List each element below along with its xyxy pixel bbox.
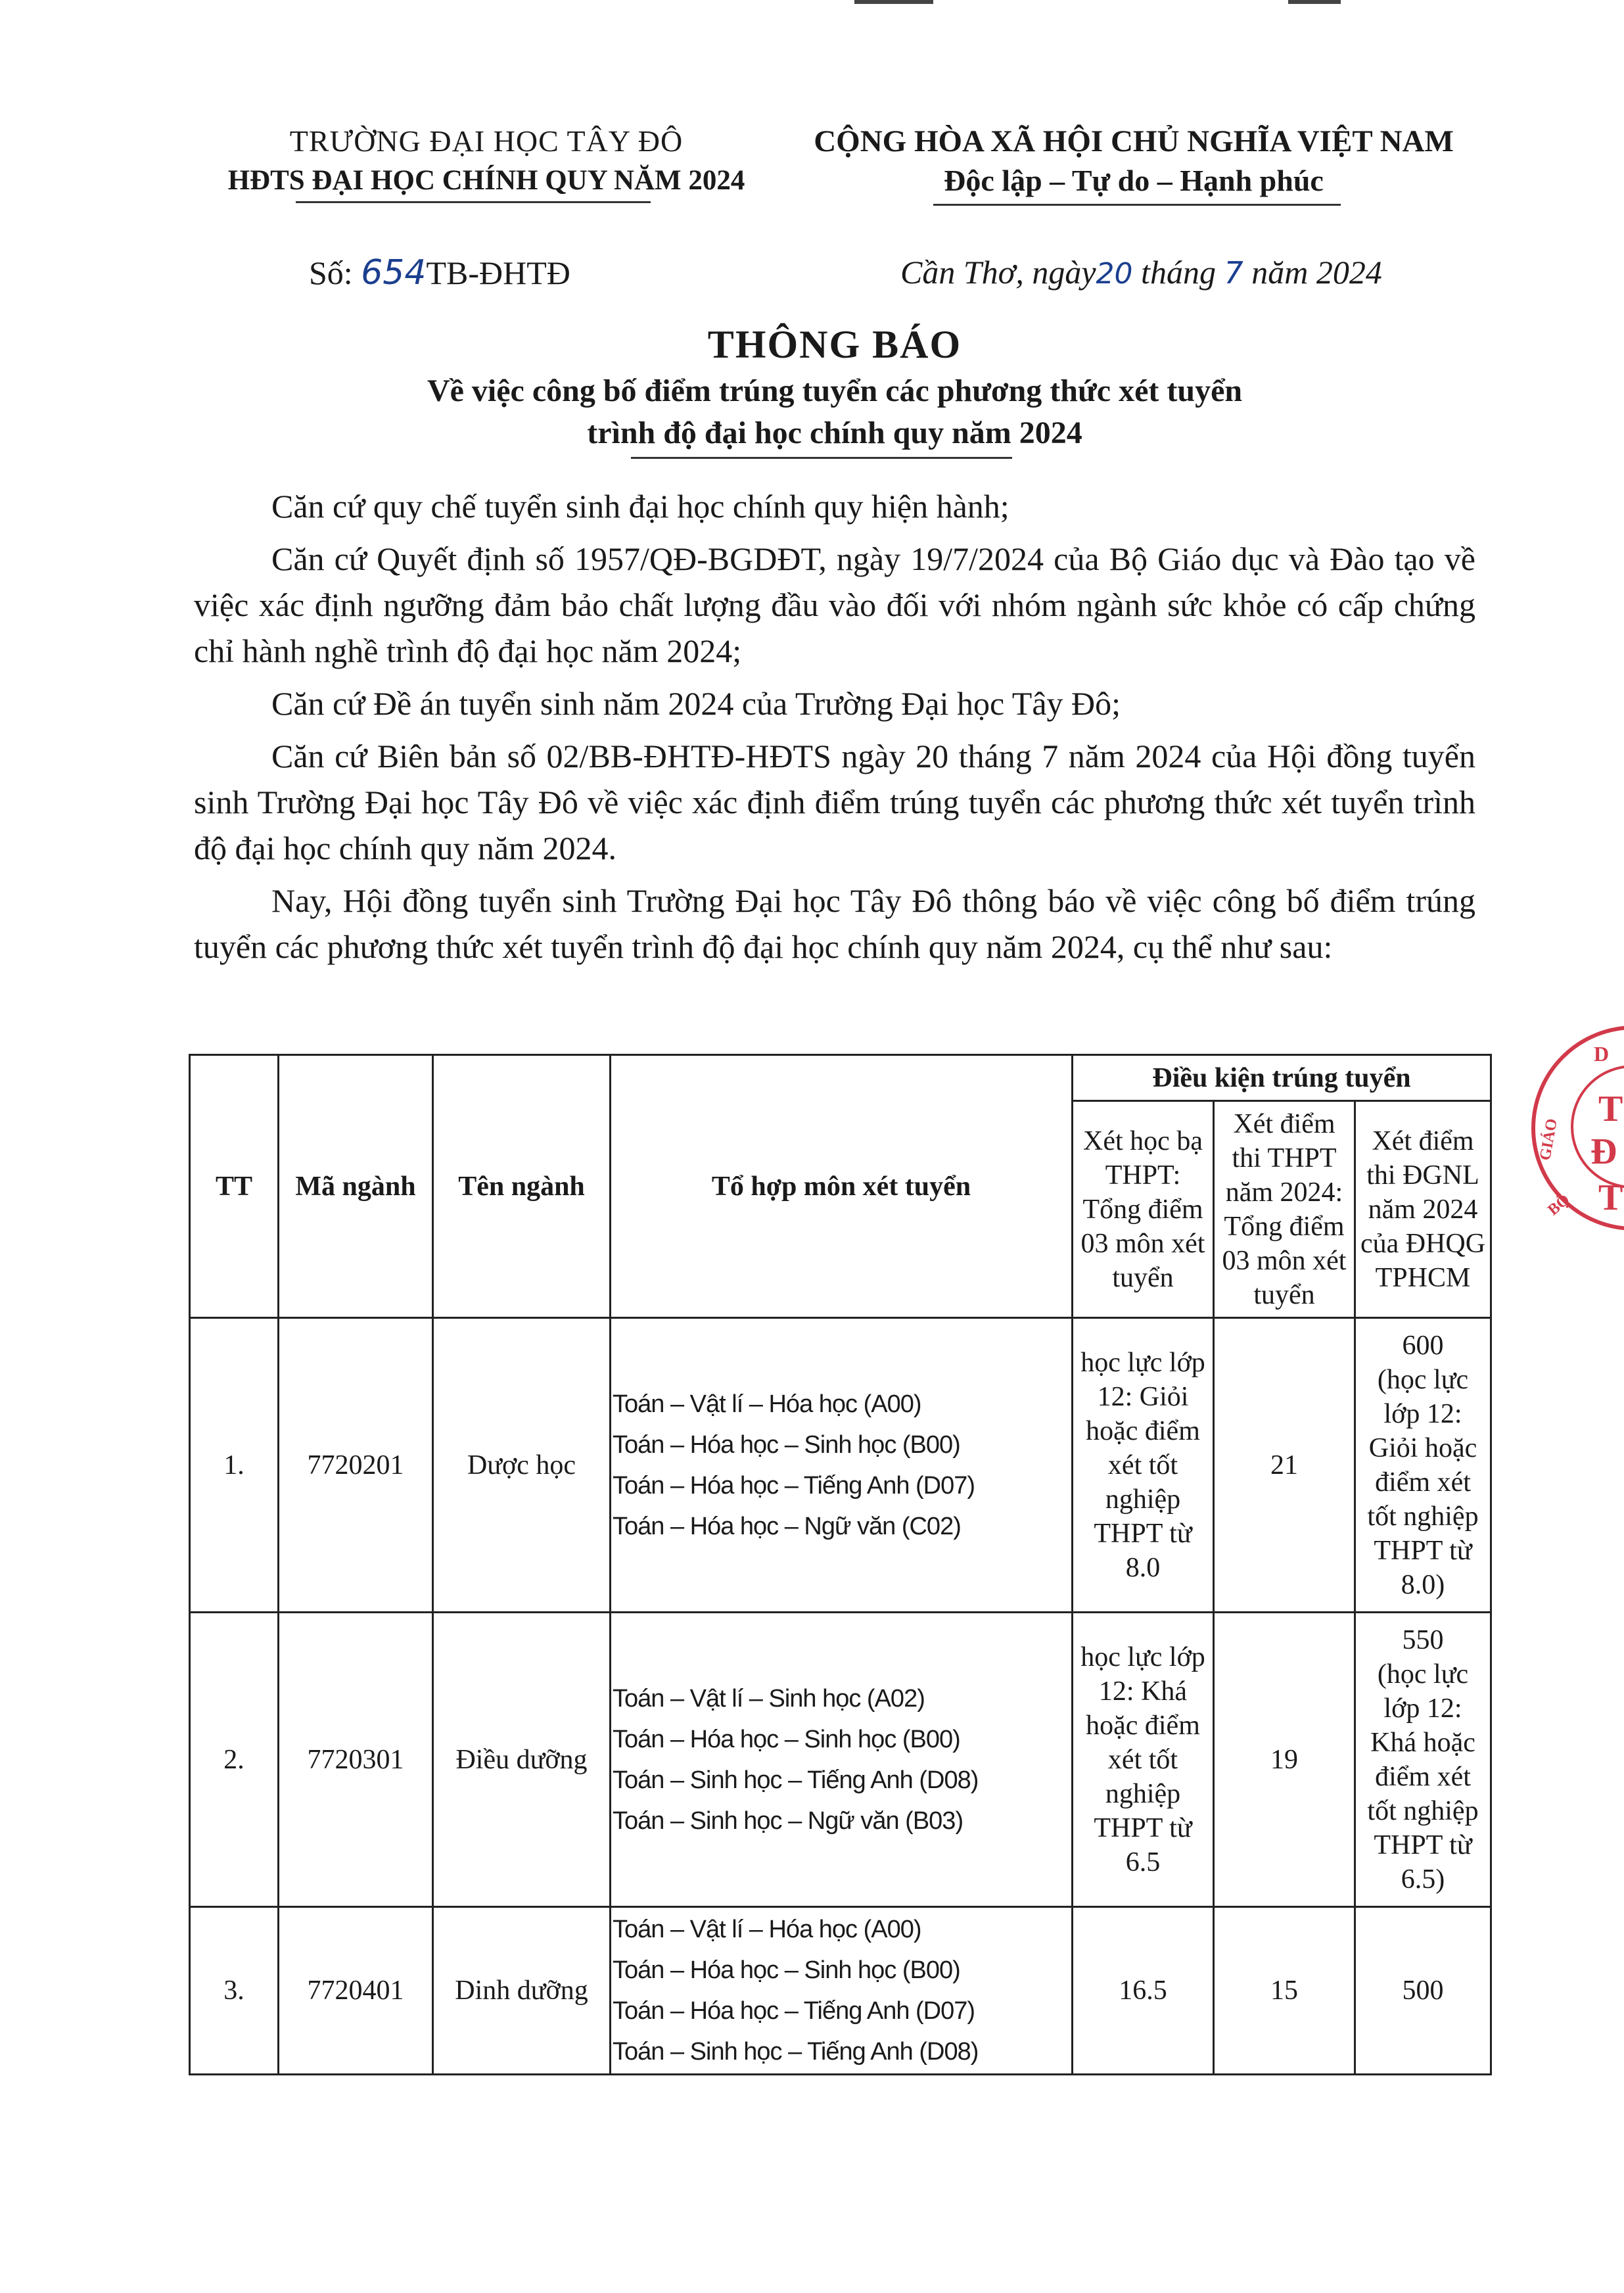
dgnl-score: 600 xyxy=(1402,1330,1444,1361)
combo-item: Toán – Sinh học – Ngữ văn (B03) xyxy=(613,1807,963,1835)
header-tt: TT xyxy=(190,1055,279,1318)
table-row xyxy=(190,1613,1491,1907)
notice-subtitle-line1: Về việc công bố điểm trúng tuyển các phương thức xét tuyển xyxy=(427,373,1243,408)
combo-item: Toán – Sinh học – Tiếng Anh (D08) xyxy=(613,1766,979,1794)
number-suffix: TB-ĐHTĐ xyxy=(426,254,570,291)
row-ten-nganh: Dinh dưỡng xyxy=(433,1907,611,2075)
handwritten-number: 654 xyxy=(361,253,427,293)
seal-letter: T xyxy=(1598,1089,1623,1129)
header-to-hop: Tổ hợp môn xét tuyển xyxy=(611,1055,1073,1318)
table-row xyxy=(190,1318,1491,1613)
row-dgnl xyxy=(1355,1907,1491,2075)
year-text: năm 2024 xyxy=(1251,254,1382,291)
row-ten-nganh: Dược học xyxy=(433,1318,611,1613)
row-tt: 3. xyxy=(190,1907,279,2075)
row-ma-nganh: 7720201 xyxy=(279,1318,433,1613)
combo-item: Toán – Vật lí – Hóa học (A00) xyxy=(613,1916,921,1943)
dgnl-note: (học lực lớp 12: Giỏi hoặc điểm xét tốt nghiệp THPT từ 8.0) xyxy=(1367,1364,1479,1600)
admission-table xyxy=(189,1054,1492,2075)
notice-body xyxy=(194,483,1475,970)
title-underline xyxy=(631,457,1012,459)
row-thi-thpt: 19 xyxy=(1214,1613,1355,1907)
combo-item: Toán – Vật lí – Hóa học (A00) xyxy=(613,1390,921,1418)
seal-letter: GIÁO xyxy=(1537,1117,1561,1162)
basis-paragraph-2: Căn cứ Quyết định số 1957/QĐ-BGDĐT, ngày 19/7/2024 của Bộ Giáo dục và Đào tạo về việc xác định ngưỡng đảm bảo chất lượng đầu vào đối với nhóm ngành sức khỏe có cấp chứng chỉ hành nghề trình độ đại học năm 2024; xyxy=(194,540,1475,669)
row-thi-thpt: 21 xyxy=(1214,1318,1355,1613)
seal-letter: D xyxy=(1594,1042,1610,1066)
row-ma-nganh: 7720401 xyxy=(279,1907,433,2075)
row-hoc-ba: học lực lớp 12: Giỏi hoặc điểm xét tốt nghiệp THPT từ 8.0 xyxy=(1073,1318,1214,1613)
header-dieu-kien: Điều kiện trúng tuyển xyxy=(1073,1055,1491,1101)
row-dgnl xyxy=(1355,1613,1491,1907)
basis-paragraph-4: Căn cứ Biên bản số 02/BB-ĐHTĐ-HĐTS ngày 20 tháng 7 năm 2024 của Hội đồng tuyển sinh Trường Đại học Tây Đô về việc xác định điểm trúng tuyển các phương thức xét tuyển trình độ đại học chính quy năm 2024. xyxy=(194,738,1475,866)
table-row xyxy=(190,1907,1491,2075)
header-hoc-ba: Xét học bạ THPT: Tổng điểm 03 môn xét tuyển xyxy=(1073,1101,1214,1318)
basis-paragraph-1: Căn cứ quy chế tuyển sinh đại học chính quy hiện hành; xyxy=(271,488,1009,525)
combo-item: Toán – Hóa học – Tiếng Anh (D07) xyxy=(613,1997,975,2025)
handwritten-day: 20 xyxy=(1096,257,1133,291)
national-name: CỘNG HÒA XÃ HỘI CHỦ NGHĨA VIỆT NAM xyxy=(814,124,1454,158)
seal-letter: BỘ xyxy=(1544,1191,1573,1219)
row-thi-thpt: 15 xyxy=(1214,1907,1355,2075)
scan-mark xyxy=(854,0,933,4)
row-tt: 1. xyxy=(190,1318,279,1613)
basis-paragraph-3: Căn cứ Đề án tuyển sinh năm 2024 của Trường Đại học Tây Đô; xyxy=(271,685,1121,722)
row-combinations xyxy=(611,1318,1073,1613)
table-header-row xyxy=(190,1055,1491,1101)
left-header-underline xyxy=(296,201,651,203)
date-prefix: Cần Thơ, ngày xyxy=(900,254,1096,291)
header-dgnl: Xét điểm thi ĐGNL năm 2024 của ĐHQG TPHCM xyxy=(1355,1101,1491,1318)
row-dgnl xyxy=(1355,1318,1491,1613)
header-ma-nganh: Mã ngành xyxy=(279,1055,433,1318)
announcement-paragraph: Nay, Hội đồng tuyển sinh Trường Đại học Tây Đô thông báo về việc công bố điểm trúng tuyển các phương thức xét tuyển trình độ đại học chính quy năm 2024, cụ thể như sau: xyxy=(194,882,1475,965)
combo-item: Toán – Hóa học – Sinh học (B00) xyxy=(613,1725,960,1753)
school-name: TRƯỜNG ĐẠI HỌC TÂY ĐÔ xyxy=(289,124,684,158)
header-ten-nganh: Tên ngành xyxy=(433,1055,611,1318)
seal-letter: Đ xyxy=(1590,1131,1617,1172)
notice-subtitle-line2: trình độ đại học chính quy năm 2024 xyxy=(587,415,1082,450)
row-tt: 2. xyxy=(190,1613,279,1907)
national-motto: Độc lập – Tự do – Hạnh phúc xyxy=(944,164,1324,197)
combo-item: Toán – Hóa học – Sinh học (B00) xyxy=(613,1430,960,1459)
document-number xyxy=(309,253,570,293)
combo-item: Toán – Sinh học – Tiếng Anh (D08) xyxy=(613,2038,979,2066)
combo-item: Toán – Hóa học – Tiếng Anh (D07) xyxy=(613,1471,975,1500)
handwritten-month: 7 xyxy=(1224,255,1243,291)
row-hoc-ba: 16.5 xyxy=(1073,1907,1214,2075)
row-combinations xyxy=(611,1907,1073,2075)
row-ma-nganh: 7720301 xyxy=(279,1613,433,1907)
row-hoc-ba: học lực lớp 12: Khá hoặc điểm xét tốt nghiệp THPT từ 6.5 xyxy=(1073,1613,1214,1907)
month-label: tháng xyxy=(1141,254,1216,291)
combo-item: Toán – Vật lí – Sinh học (A02) xyxy=(613,1684,925,1713)
number-prefix: Số: xyxy=(309,254,353,291)
dgnl-score: 550 xyxy=(1402,1624,1444,1655)
right-header-underline xyxy=(933,204,1341,206)
header-thi-thpt: Xét điểm thi THPT năm 2024: Tổng điểm 03 môn xét tuyển xyxy=(1214,1101,1355,1318)
document-date xyxy=(900,253,1382,291)
row-ten-nganh: Điều dưỡng xyxy=(433,1613,611,1907)
notice-title: THÔNG BÁO xyxy=(707,323,962,366)
combo-item: Toán – Hóa học – Ngữ văn (C02) xyxy=(613,1512,961,1540)
seal-letter: T xyxy=(1598,1177,1623,1218)
dgnl-score: 500 xyxy=(1402,1975,1444,2006)
dgnl-note: (học lực lớp 12: Khá hoặc điểm xét tốt nghiệp THPT từ 6.5) xyxy=(1367,1659,1479,1895)
scan-mark xyxy=(1288,0,1341,4)
council-name: HĐTS ĐẠI HỌC CHÍNH QUY NĂM 2024 xyxy=(227,165,745,196)
combo-item: Toán – Hóa học – Sinh học (B00) xyxy=(613,1956,960,1984)
row-combinations xyxy=(611,1613,1073,1907)
